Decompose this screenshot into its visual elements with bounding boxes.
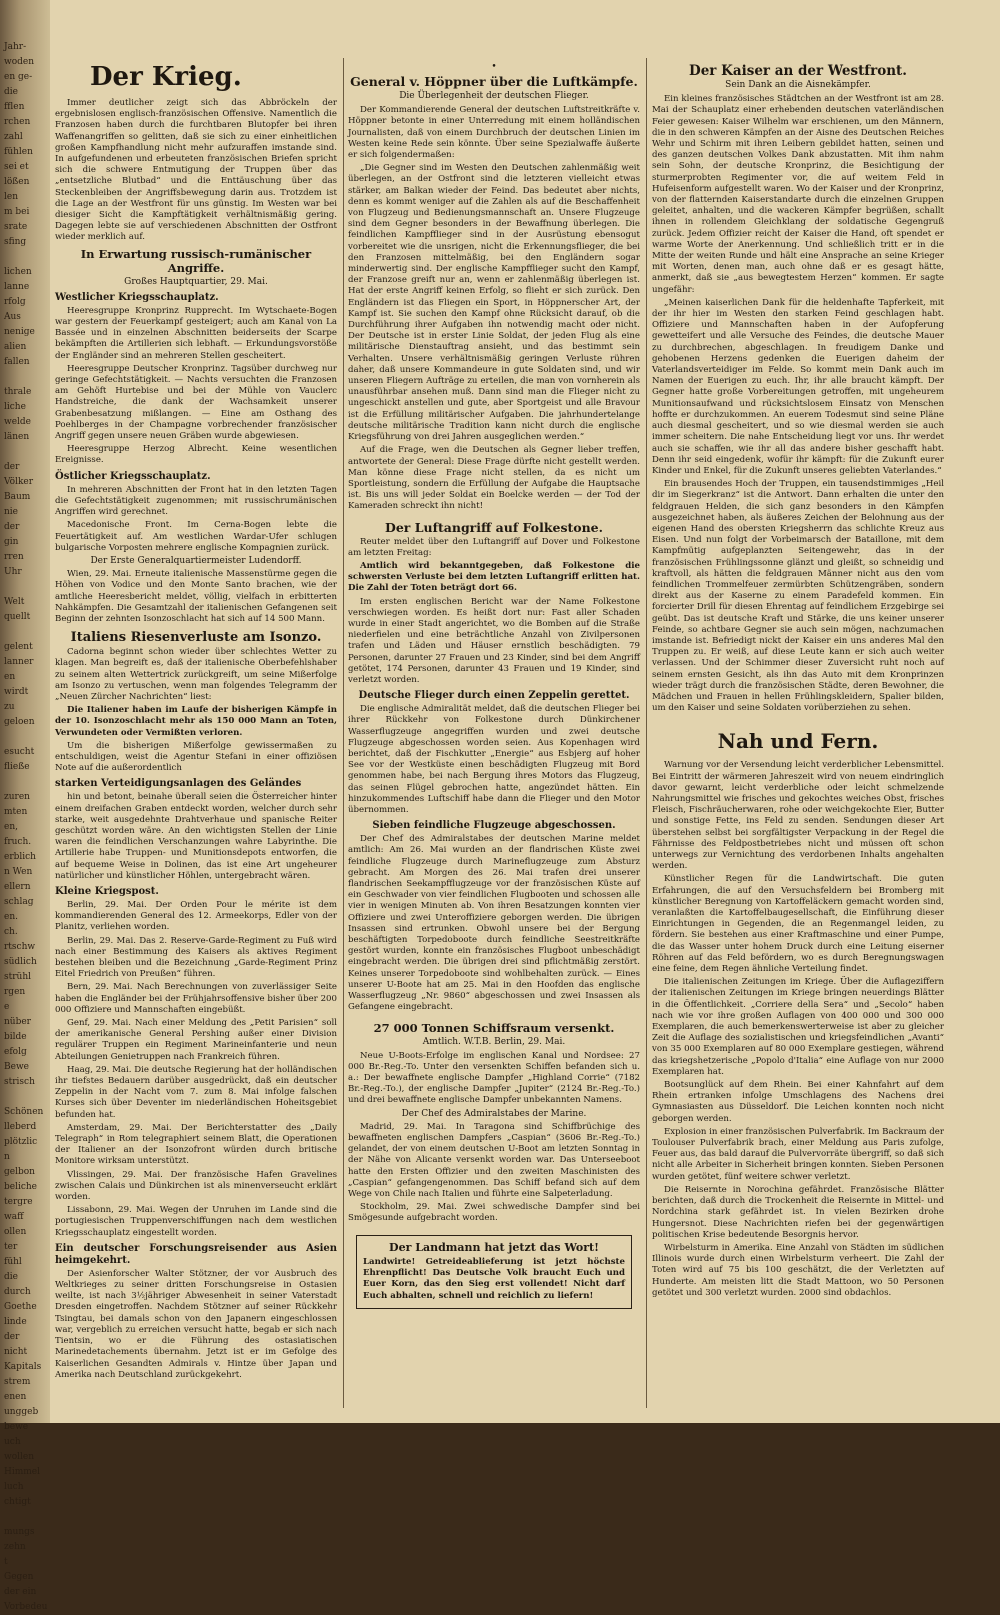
separator-mark: • [491,62,497,72]
paragraph: Auf die Frage, wen die Deutschen als Gegner lieber treffen, antwortete der General: Diese Frage dürfte nicht gestellt werden. Man könne diese Frage nicht stellen, da es nicht um Sportleistung, sondern die Erfüllung der Aufgabe die Hauptsache ist. Bis uns will jeder Soldat ein Boelcke werden — der Tod der Kameraden schreckt ihn nicht! [348,445,640,512]
column-luftkaempfe [348,62,640,1402]
paragraph: Macedonische Front. Im Cerna-Bogen lebte die Feuertätigkeit auf. Am westlichen Wardar-Ufer schlugen bulgarische Vorposten mehrere englische Kompagnien zurück. [55,520,337,553]
subheadline: Sein Dank an die Aisnekämpfer. [725,80,871,90]
heading-oestlicher-kriegsschauplatz: Östlicher Kriegsschauplatz. [55,470,211,482]
article-intro: Immer deutlicher zeigt sich das Abbröckeln der ergebnislosen englisch-französischen Offensive. Namentlich die Franzosen haben durch die furchtbaren Blutopfer bei ihren Waffenangriffen so gelitten, daß sie sich zu einer einheitlichen großen Kampfhandlung nicht mehr aufzuraffen imstande sind. In aufgefundenen und erbeuteten französischen Briefen spricht sich die schwere Entmutigung der Truppen über das „entsetzliche Blutbad“ und die Enttäuschung über das Steckenbleiben der Angriffsbewegung darin aus. Trotzdem ist die Lage an der Westfront für uns günstig. Im Westen war bei diesiger Sicht die Kampftätigkeit verhältnismäßig gering. Dagegen lebte sie auf verschiedenen Abschnitten der Ostfront wieder merklich auf. [55,98,337,243]
paragraph: Berlin, 29. Mai. Der Orden Pour le mérite ist dem kommandierenden General des 12. Armeekorps, Edler von der Planitz, verliehen worden. [55,899,337,933]
binding-edge [0,0,50,1612]
signature: Der Chef des Admiralstabes der Marine. [401,1108,587,1119]
paragraph: In mehreren Abschnitten der Front hat in den letzten Tagen die Gefechtstätigkeit zugenommen; mit russischrumänischen Angriffen wird gerechnet. [55,484,337,518]
paragraph: Stockholm, 29. Mai. Zwei schwedische Dampfer sind bei Smögesunde aufgebracht worden. [348,1202,640,1224]
news-item: Wirbelsturm in Amerika. Eine Anzahl von Städten im südlichen Illinois wurde durch einen Wirbelsturm verheert. Die Zahl der Toten wird auf 75 bis 100 geschätzt, die der Verletzten auf Hunderte. Am meisten litt die Stadt Mattoon, wo 50 Personen getötet und 300 verletzt wurden. 2000 sind obdachlos. [652,1242,944,1298]
paragraph: Ein brausendes Hoch der Truppen, ein tausendstimmiges „Heil dir im Siegerkranz“ ist die Antwort. Dann erhalten die unter den feldgrauen Helden, die sich ganz besonders in den Kämpfen ausgezeichnet haben, als äußeres Zeichen der Belohnung aus der eigenen Hand des obersten Kriegsherrn das schlichte Kreuz aus Eisen. Und nun folgt der Vorbeimarsch der Bataillone, mit dem Kampfmütig aufgeplanzten Seitengewehr, das in der französischen Frühlingssonne glänzt und gleißt, so schneidig und kraftvoll, als hätten die feldgrauen Männer nicht aus den vom feindlichen Trommelfeuer zermürbten Schützengräben, sondern direkt aus der Kaserne zu einem Paradefeld kommen. Ein forcierter Drill für diesen Ehrentag auf feindlichem Erzgebirge sei geübt. Das ist deutsche Kraft und Stärke, die uns keiner unserer Feinde, so achtbare Gegner sie auch sein mögen, nachzumachen imstande ist. Befriedigt nickt der Kaiser ein uns anderes Mal den Truppen zu. Er weiß, auf diese Leute kann er sich auch weiter verlassen. Und der Schimmer dieser Zuversicht ruht noch auf seinem ernsten Gesicht, als ihn das Auto mit dem Kronprinzen wieder trägt durch die französischen Städte, deren Bewohner, die Mädchen und Frauen in hellen Frühlingskleidern, Spalier bilden, um den Kaiser und seine Soldaten vorüberziehen zu sehen. [652,479,944,714]
paragraph: Der Chef des Admiralstabes der deutschen Marine meldet amtlich: Am 26. Mai wurden an der flandrischen Küste zwei feindliche Flugzeuge durch Marineflugzeuge zum Absturz gebracht. Am Morgen des 26. Mai trafen drei unserer flandrischen Seekampfflugzeuge vor der französischen Küste auf ein Geschwader von vier feindlichen Flugbooten und schossen alle vier in wenigen Minuten ab. Von ihren Besatzungen konnten vier Offiziere und zwei Unteroffiziere geborgen werden. Die übrigen Insassen sind ertrunken. Obwohl unsere bei der Bergung beschäftigten Torpedoboote durch feindliche Seestreitkräfte gestört wurden, konnte ein französisches Flugboot unbeschädigt eingebracht werden. Die übrigen drei sind pflichtmäßig zerstört. Keines unserer Torpedoboote sind wohlbehalten zurück. — Eines unserer U-Boote hat am 25. Mai in den Hoofden das englische Wasserflugzeug „Nr. 9860“ abgeschossen und zwei Insassen als Gefangene eingebracht. [348,834,640,1013]
paragraph: Amsterdam, 29. Mai. Der Berichterstatter des „Daily Telegraph“ in Rom telegraphiert seinem Blatt, die Operationen der Italiener an der Isonzofront würden durch britische Monitore wirksam unterstützt. [55,1122,337,1167]
paragraph: Der Asienforscher Walter Stötzner, der vor Ausbruch des Weltkrieges zu seiner dritten Forschungsreise in Ostasien weilte, ist nach 3½jähriger Abwesenheit in seiner Vaterstadt Dresden eingetroffen. Nachdem Stötzner auf seiner Rückkehr Tsingtau, bei damals schon von den Japanern eingeschlossen war, vergeblich zu erreichen versucht hatte, begab er sich nach Tientsin, wo er die Führung des ostasiatischen Marinedetachements übernahm. Jetzt ist er im Gefolge des Kaiserlichen Gesandten Admirals v. Hintze über Japan und Amerika nach Deutschland zurückgekehrt. [55,1268,337,1380]
paragraph: Um die bisherigen Mißerfolge gewissermaßen zu entschuldigen, weist die Agentur Stefani in einer offiziösen Note auf die außerordentlich [55,740,337,774]
heading-rumaenische-angriffe: In Erwartung russisch-rumänischer Angriffe. [80,246,312,275]
paragraph: Ein kleines französisches Städtchen an der Westfront ist am 28. Mai der Schauplatz einer erhebenden deutschen vaterländischen Feier gewesen: Kaiser Wilhelm war erschienen, um den Männern, die in den schweren Kämpfen an der Aisne des Deutschen Reiches Wehr und Schirm mit ihren Leibern gebildet hatten, seinen und des ganzen deutschen Volkes Dank abzustatten. Mit ihm nahm sein Sohn, der deutsche Kronprinz, die Besichtigung der sturmerprobten Regimenter vor, die auf weitem Feld in Hufeisenform aufgestellt waren. Wo der Kaiser und der Kronprinz, von der flatternden Kaiserstandarte durch die einzelnen Gruppen geleitet, anhalten, und die wackeren Kämpfer begrüßen, schallt ihnen in rollendem Gleichklang der soldatische Gegengruß zurück. Jedem Offizier reicht der Kaiser die Hand, oft spendet er warme Worte der Anerkennung. Und schließlich tritt er in die Mitte der weiten Runde und hält eine Ansprache an seine Krieger mit Worten, denen man, auch ohne daß er es gesagt hätte, anmerkt, daß sie „aus bewegtestem Herzen“ kommen. Er sagte ungefähr: [652,94,944,295]
paragraph: Heeresgruppe Kronprinz Rupprecht. Im Wytschaete-Bogen war gestern der Feuerkampf gesteigert; auch am Kanal von La Bassée und in einzelnen Abschnitten beiderseits der Scarpe bekämpften die Artillerien sich lebhaft. — Erkundungsvorstöße der Engländer sind an mehreren Stellen gescheitert. [55,305,337,361]
headline-schiffsraum: 27 000 Tonnen Schiffsraum versenkt. [373,1021,615,1036]
adjacent-page-fragment: Jahr- woden en ge- die fflen rchen zahl fühlen sei et lößen len m bei srate sfing lichen lanne rfolg Aus nenige alien fallen thrale liche welde länen der Völker Baum nie der gin rren Uhr Welt quellt gelent lanner en wirdt zu geloen esucht fließe zuren mten en, fruch. erblich n Wen ellern schlag en. ch. rtschw südlich strühl rgen e nüber bilde efolg Bewe strisch Schönen lleberd plötzlic n gelbon beliche tergre waff ollen ter fühl die durch Goethe linde der nicht Kapitals strem enen unggeb bewe uch wollen Himmel luch chtigt mungs zehn t Gegen der ein Vorbedeu [4,42,48,1612]
headline-hoeppner: General v. Höppner über die Luftkämpfe. [350,74,638,89]
paragraph: Lissabonn, 29. Mai. Wegen der Unruhen im Lande sind die portugiesischen Truppenverschiffungen nach dem westlichen Kriegsschauplatz eingestellt worden. [55,1205,337,1238]
paragraph: Genf, 29. Mai. Nach einer Meldung des „Petit Parisien“ soll der amerikanische General Pershing außer einer Division regulärer Truppen ein Regiment Marineinfanterie und neun Abteilungen Genietruppen nach Frankreich führen. [55,1018,337,1062]
dateline: Großes Hauptquartier, 29. Mai. [124,276,268,287]
news-item: Warnung vor der Versendung leicht verderblicher Lebensmittel. Bei Eintritt der wärmeren Jahreszeit wird von neuem eindringlich davor gewarnt, leicht verderbliche oder leicht schmelzende Nahrungsmittel wie frisches und gekochtes weiches Obst, frisches Fleisch, Fischräucherwaren, rohe oder weichgekochte Eier, Butter und sonstige Fette, ins Feld zu senden. Sendungen dieser Art überstehen selbst bei sorgfältigster Verpackung in der Regel die Fährnisse des Feldpostbetriebes nicht und müssen oft schon unterwegs zur Vernichtung des verdorbenen Inhalts angehalten werden. [652,760,944,872]
paragraph: Die englische Admiralität meldet, daß die deutschen Flieger bei ihrer Rückkehr von Folkestone durch Dünkirchener Wasserflugzeuge angegriffen wurden und zwei deutsche Flugzeuge abgeschossen worden seien. Aus Kopenhagen wird berichtet, daß der Fischkutter „Energie“ aus Esbjerg auf hoher See vor der Westküste einen beschädigten Flugzeug mit Bord genommen habe, bei nach Bergung ihres Motors das Flugzeug, das seinen Flügel gebrochen hatte, angezündet hätten. Ein hinzukommendes Luftschiff habe dann die Flieger und den Motor übernommen. [348,704,640,815]
subheadline: Die Überlegenheit der deutschen Flieger. [399,91,589,101]
headline-folkestone: Der Luftangriff auf Folkestone. [385,519,603,535]
paragraph: Berlin, 29. Mai. Das 2. Reserve-Garde-Regiment zu Fuß wird nach einer Bestimmung des Kaisers als aktives Regiment bestehen bleiben und die Bezeichnung „Garde-Regiment Prinz Eitel Friedrich von Preußen“ führen. [55,935,337,980]
paragraph: „Meinen kaiserlichen Dank für die heldenhafte Tapferkeit, mit der ihr hier im Westen den starken Feind geschlagen habt. Offiziere und Mannschaften haben in der Aufopferung gewetteifert und alle Versuche des Feindes, die deutsche Mauer zu durchbrechen, abgeschlagen. In freudigem Danke und gehobenen Herzens gedenken die Euerigen daheim der Vaterlandsverteidiger im Felde. So kommt mein Dank auch im Namen der Euerigen zu euch. Ihr, ihr alle braucht kämpft. Der Gegner hatte große Vorbereitungen getroffen, mit ungeheurem Munitionsaufwand und rücksichtslosem Einsatz von Menschen hoffte er durchzukommen. An euerem Todesmut sind seine Pläne auch diesmal gescheitert, und so wie diesmal werden sie auch immer scheitern. Die nahe Entscheidung liegt vor uns. Ihr werdet auch sie schaffen, wie ihr all das andere bisher geschafft habt. Denn ihr seid eingedenk, wofür ihr kämpft: für die Zukunft eurer Kinder und Enkel, für die Zukunft unseres geliebten Vaterlandes.“ [652,297,944,476]
paragraph: Vlissingen, 29. Mai. Der französische Hafen Gravelines zwischen Calais und Dünkirchen ist als minenverseucht erklärt worden. [55,1169,337,1203]
news-item: Künstlicher Regen für die Landwirtschaft. Die guten Erfahrungen, die auf den Versuchsfeldern bei Bromberg mit künstlicher Beregnung von Kartoffeläckern gemacht worden sind, veranlaßten die Kartoffelbaugesellschaft, die Einführung dieser Einrichtungen in Gegenden, die an Regenmangel leiden, zu fördern. Sie bestehen aus einer Kraftmaschine und einer Pumpe, die das Wasser unter hohem Druck durch eine Leitung eiserner Röhren auf das Feld befördern, wo es durch Beregnungswagen eine feine, dem Regen ähnliche Verteilung findet. [652,874,944,975]
paragraph: Reuter meldet über den Luftangriff auf Dover und Folkestone am letzten Freitag: [348,536,640,558]
heading-westlicher-kriegsschauplatz: Westlicher Kriegsschauplatz. [55,291,219,303]
paragraph: Im ersten englischen Bericht war der Name Folkestone verschwiegen worden. Es heißt dort nur: Fast aller Schaden wurde in einer Stadt angerichtet, wo die Bomben auf die Straße niederfielen und eine beträchtliche Anzahl von Zivilpersonen trafen und Läden und Häuser ernstlich beschädigten. 79 Personen, darunter 27 Frauen und 23 Kinder, sind bei dem Angriff getötet, 174 Personen, darunter 43 Frauen und 19 Kinder, sind verletzt worden. [348,596,640,685]
news-item: Die italienischen Zeitungen im Kriege. Über die Auflageziffern der italienischen Zeitungen im Kriege bringen neuerdings Blätter in die Öffentlichkeit. „Corriere della Sera“ und „Secolo“ haben nach wie vor ihre großen Auflagen von 400 000 und 300 000 Exemplaren, die auch bemerkenswerterweise ist aber zu gleicher Zeit die Auflage des sozialistischen und kriegsfeindlichen „Avanti“ von 35 000 Exemplaren auf 80 000 Exemplare gestiegen, während das kriegshetzerische „Popolo d'Italia“ eine Auflage von nur 2000 Exemplaren hat. [652,977,944,1077]
paragraph: Madrid, 29. Mai. In Taragona sind Schiffbrüchige des bewaffneten englischen Dampfers „Caspian“ (3606 Br.-Reg.-To.) gelandet, der von einem deutschen U-Boot am letzten Sonntag in der Nähe von Alicante versenkt worden war. Das Unterseeboot hatte den Ersten Offizier und den zweiten Maschinisten des „Caspian“ gefangengenommen. Das Schiff befand sich auf dem Wege von Chile nach Italien und führte eine Salpeterladung. [348,1121,640,1200]
paragraph: Die Italiener haben im Laufe der bisherigen Kämpfe in der 10. Isonzoschlacht mehr als 150 000 Mann an Toten, Verwundeten oder Vermißten verloren. [55,705,337,738]
notice-box-landmann [356,1235,632,1309]
paragraph: Haag, 29. Mai. Die deutsche Regierung hat der holländischen ihr tiefstes Bedauern darüber ausgedrückt, daß ein deutscher Zeppelin in der Nacht vom 7. zum 8. Mai infolge falschen Kurses sich über Deventer im niederländischen Hoheitsgebiet befunden hat. [55,1064,337,1120]
heading-zeppelin: Deutsche Flieger durch einen Zeppelin gerettet. [358,690,630,702]
dateline: Amtlich. W.T.B. Berlin, 29. Mai. [422,1037,566,1048]
column-rule [646,58,647,1408]
headline-kaiser-westfront: Der Kaiser an der Westfront. [689,63,907,79]
notice-body: Landwirte! Getreideablieferung ist jetzt höchste Ehrenpflicht! Das Deutsche Volk braucht Euch und Euer Korn, das den Sieg erst vollendet! Nicht darf Euch abhalten, schnell und reichlich zu liefern! [363,1256,625,1301]
paragraph: Neue U-Boots-Erfolge im englischen Kanal und Nordsee: 27 000 Br.-Reg.-To. Unter den versenkten Schiffen befanden sich u. a.: Der bewaffnete englische Dampfer „Highland Corrie“ (7182 Br.-Reg.-To.), der englische Dampfer „Jupiter“ (2124 Br.-Reg.-To.) und drei bewaffnete englische Dampfer unbekannten Namens. [348,1050,640,1106]
paragraph: Heeresgruppe Deutscher Kronprinz. Tagsüber durchweg nur geringe Gefechtstätigkeit. — Nachts versuchten die Franzosen am Gehöft Hurtebise und bei der Mühle von Vauclerc Handstreiche, die dank der Wachsamkeit unserer Grabenbesatzung mißlangen. — Eine am Osthang des Poehlberges in der Champagne vorbrechender französischer Angriff gegen unsere neuen Gräben wurde abgewiesen. [55,363,337,442]
headline-der-krieg: Der Krieg. [90,62,242,92]
paragraph: Der Kommandierende General der deutschen Luftstreitkräfte v. Höppner betonte in einer Unterredung mit einem holländischen Journalisten, daß von einem Durchbruch der deutschen Linien im Westen keine Rede sein könnte. Über seine Spezialwaffe äußerte er sich folgendermaßen: [348,105,640,161]
heading-kleine-kriegspost: Kleine Kriegspost. [55,885,159,897]
heading-forschungsreisender: Ein deutscher Forschungsreisender aus Asien heimgekehrt. [55,1242,337,1266]
paragraph: Amtlich wird bekanntgegeben, daß Folkestone die schwersten Verluste bei dem letzten Luftangriff erlitten hat. Die Zahl der Toten beträgt dort 66. [348,560,640,594]
paragraph: Heeresgruppe Herzog Albrecht. Keine wesentlichen Ereignisse. [55,444,337,466]
paragraph: „Die Gegner sind im Westen den Deutschen zahlenmäßig weit überlegen, an der Ostfront sind die letzteren vielleicht etwas stärker, am Balkan wieder der Feind. Das bedeutet aber nichts, denn es kommt weniger auf die Zahlen als auf die Beschaffenheit von Flugzeug und Bedienungsmannschaft an. Unsere Flugzeuge sind dem Gegner besonders in der Bewaffnung überlegen. Die feindlichen Kampfflieger sind in der Ausrüstung ebensogut vorbereitet wie die unsrigen, nicht die Erkennungsflieger, die bei den Franzosen mittelmäßig, bei den Engländern sogar minderwertig sind. Der englische Kampfflieger sucht den Kampf, der Franzose greift nur an, wenn er zahlenmäßig überlegen ist. Hat der erste Angriff keinen Erfolg, so flieht er sich zurück. Den Engländern ist das Fliegen ein Sport, in Höppnerscher Art, der Kampf ist. Sie suchen den Kampf ohne Rücksicht darauf, ob die Durchführung ihrer Aufgaben ihn notwendig macht oder nicht. Der Deutsche ist in erster Linie Soldat, der jeden Flug als eine militärische Dienstauftrag ansieht, und das bestimmt sein Verhalten. Unsere verhältnismäßig geringen Verluste rühren daher, daß unsere Kommandeure in gute Soldaten sind, und wir unseren Fliegern Aufträge zu erteilen, die man von vornherein als unausführbar ansehen muß. Dann sind man die Flieger nicht zu ungeschickt anstellen und gute, aber Sportgeist und alle Bravour ist die Erfüllung militärischer Aufgaben. Die jahrhundertelange deutsche militärische Tradition kann nicht durch die englische Kriegsführung von drei Jahren ausgeglichen werden.“ [348,163,640,443]
paragraph: Wien, 29. Mai. Erneute italienische Massenstürme gegen die Höhen von Vodice und den Monte Santo brachen, wie der amtliche Heeresbericht meldet, völlig, vielfach in erbitterten Nahkämpfen. Die Gesamtzahl der italienischen Gefangenen seit Beginn der zehnten Isonzoschlacht hat sich auf 14 500 Mann. [55,569,337,624]
signature: Der Erste Generalquartiermeister Ludendorff. [90,555,302,566]
heading-italiens-riesenverluste: Italiens Riesenverluste am Isonzo. [70,630,322,646]
headline-nah-und-fern: Nah und Fern. [717,729,879,754]
column-rule [343,58,344,1408]
column-der-krieg [55,62,337,1402]
heading-sieben-flugzeuge: Sieben feindliche Flugzeuge abgeschossen. [372,820,616,832]
notice-title: Der Landmann hat jetzt das Wort! [389,1240,599,1254]
news-item: Explosion in einer französischen Pulverfabrik. Im Backraum der Toulouser Pulverfabrik brach, einer Meldung aus Paris zufolge, Feuer aus, das bald darauf die Pulvervorräte übergriff, so daß sich nicht alle Arbeiter in Sicherheit bringen konnten. Sieben Personen wurden getötet, fünf weitere schwer verletzt. [652,1126,944,1182]
paragraph: Bern, 29. Mai. Nach Berechnungen von zuverlässiger Seite haben die Engländer bei der Frühjahrsoffensive bisher über 200 000 Offiziere und Mannschaften eingebüßt. [55,982,337,1015]
heading-verteidigungsanlagen: starken Verteidigungsanlagen des Geländes [55,778,302,790]
paragraph: hin und betont, beinahe überall seien die Österreicher hinter einem dreifachen Graben entdeckt worden, welcher durch sehr starke, weit ausgedehnte Drahtverhaue und spanische Reiter geschützt worden wäre. An den wichtigsten Stellen der Linie waren die feindlichen Verschanzungen wahre Labyrinthe. Die Artillerie habe Truppen- und Munitionsdepots entworfen, die auf bequeme Weise in Dolinen, das ist eine Art ungeheurer natürlicher und künstlicher Höhlen, untergebracht wären. [55,792,337,881]
column-kaiser-westfront [652,62,944,1402]
news-item: Bootsunglück auf dem Rhein. Bei einer Kahnfahrt auf dem Rhein ertranken infolge Umschlagens des Nachens drei Gymnasiasten aus Düsseldorf. Die Leichen konnten noch nicht geborgen werden. [652,1080,944,1124]
news-item: Die Reisernte in Norochina gefährdet. Französische Blätter berichten, daß durch die Trockenheit die Reisernte in Mittel- und Nordchina stark gefährdet ist. In vielen Bezirken drohe Hungersnot. Diese Nachrichten riefen bei der gegenwärtigen politischen Krise bedeutende Besorgnis hervor. [652,1184,944,1240]
paragraph: Cadorna beginnt schon wieder über schlechtes Wetter zu klagen. Man begreift es, daß der italienische Oberbefehlshaber zu seinem alten Wettertrick zurückgreift, um seine Mißerfolge am Isonzo zu vertuschen, wenn man folgendes Telegramm der „Neuen Zürcher Nachrichten“ liest: [55,647,337,702]
